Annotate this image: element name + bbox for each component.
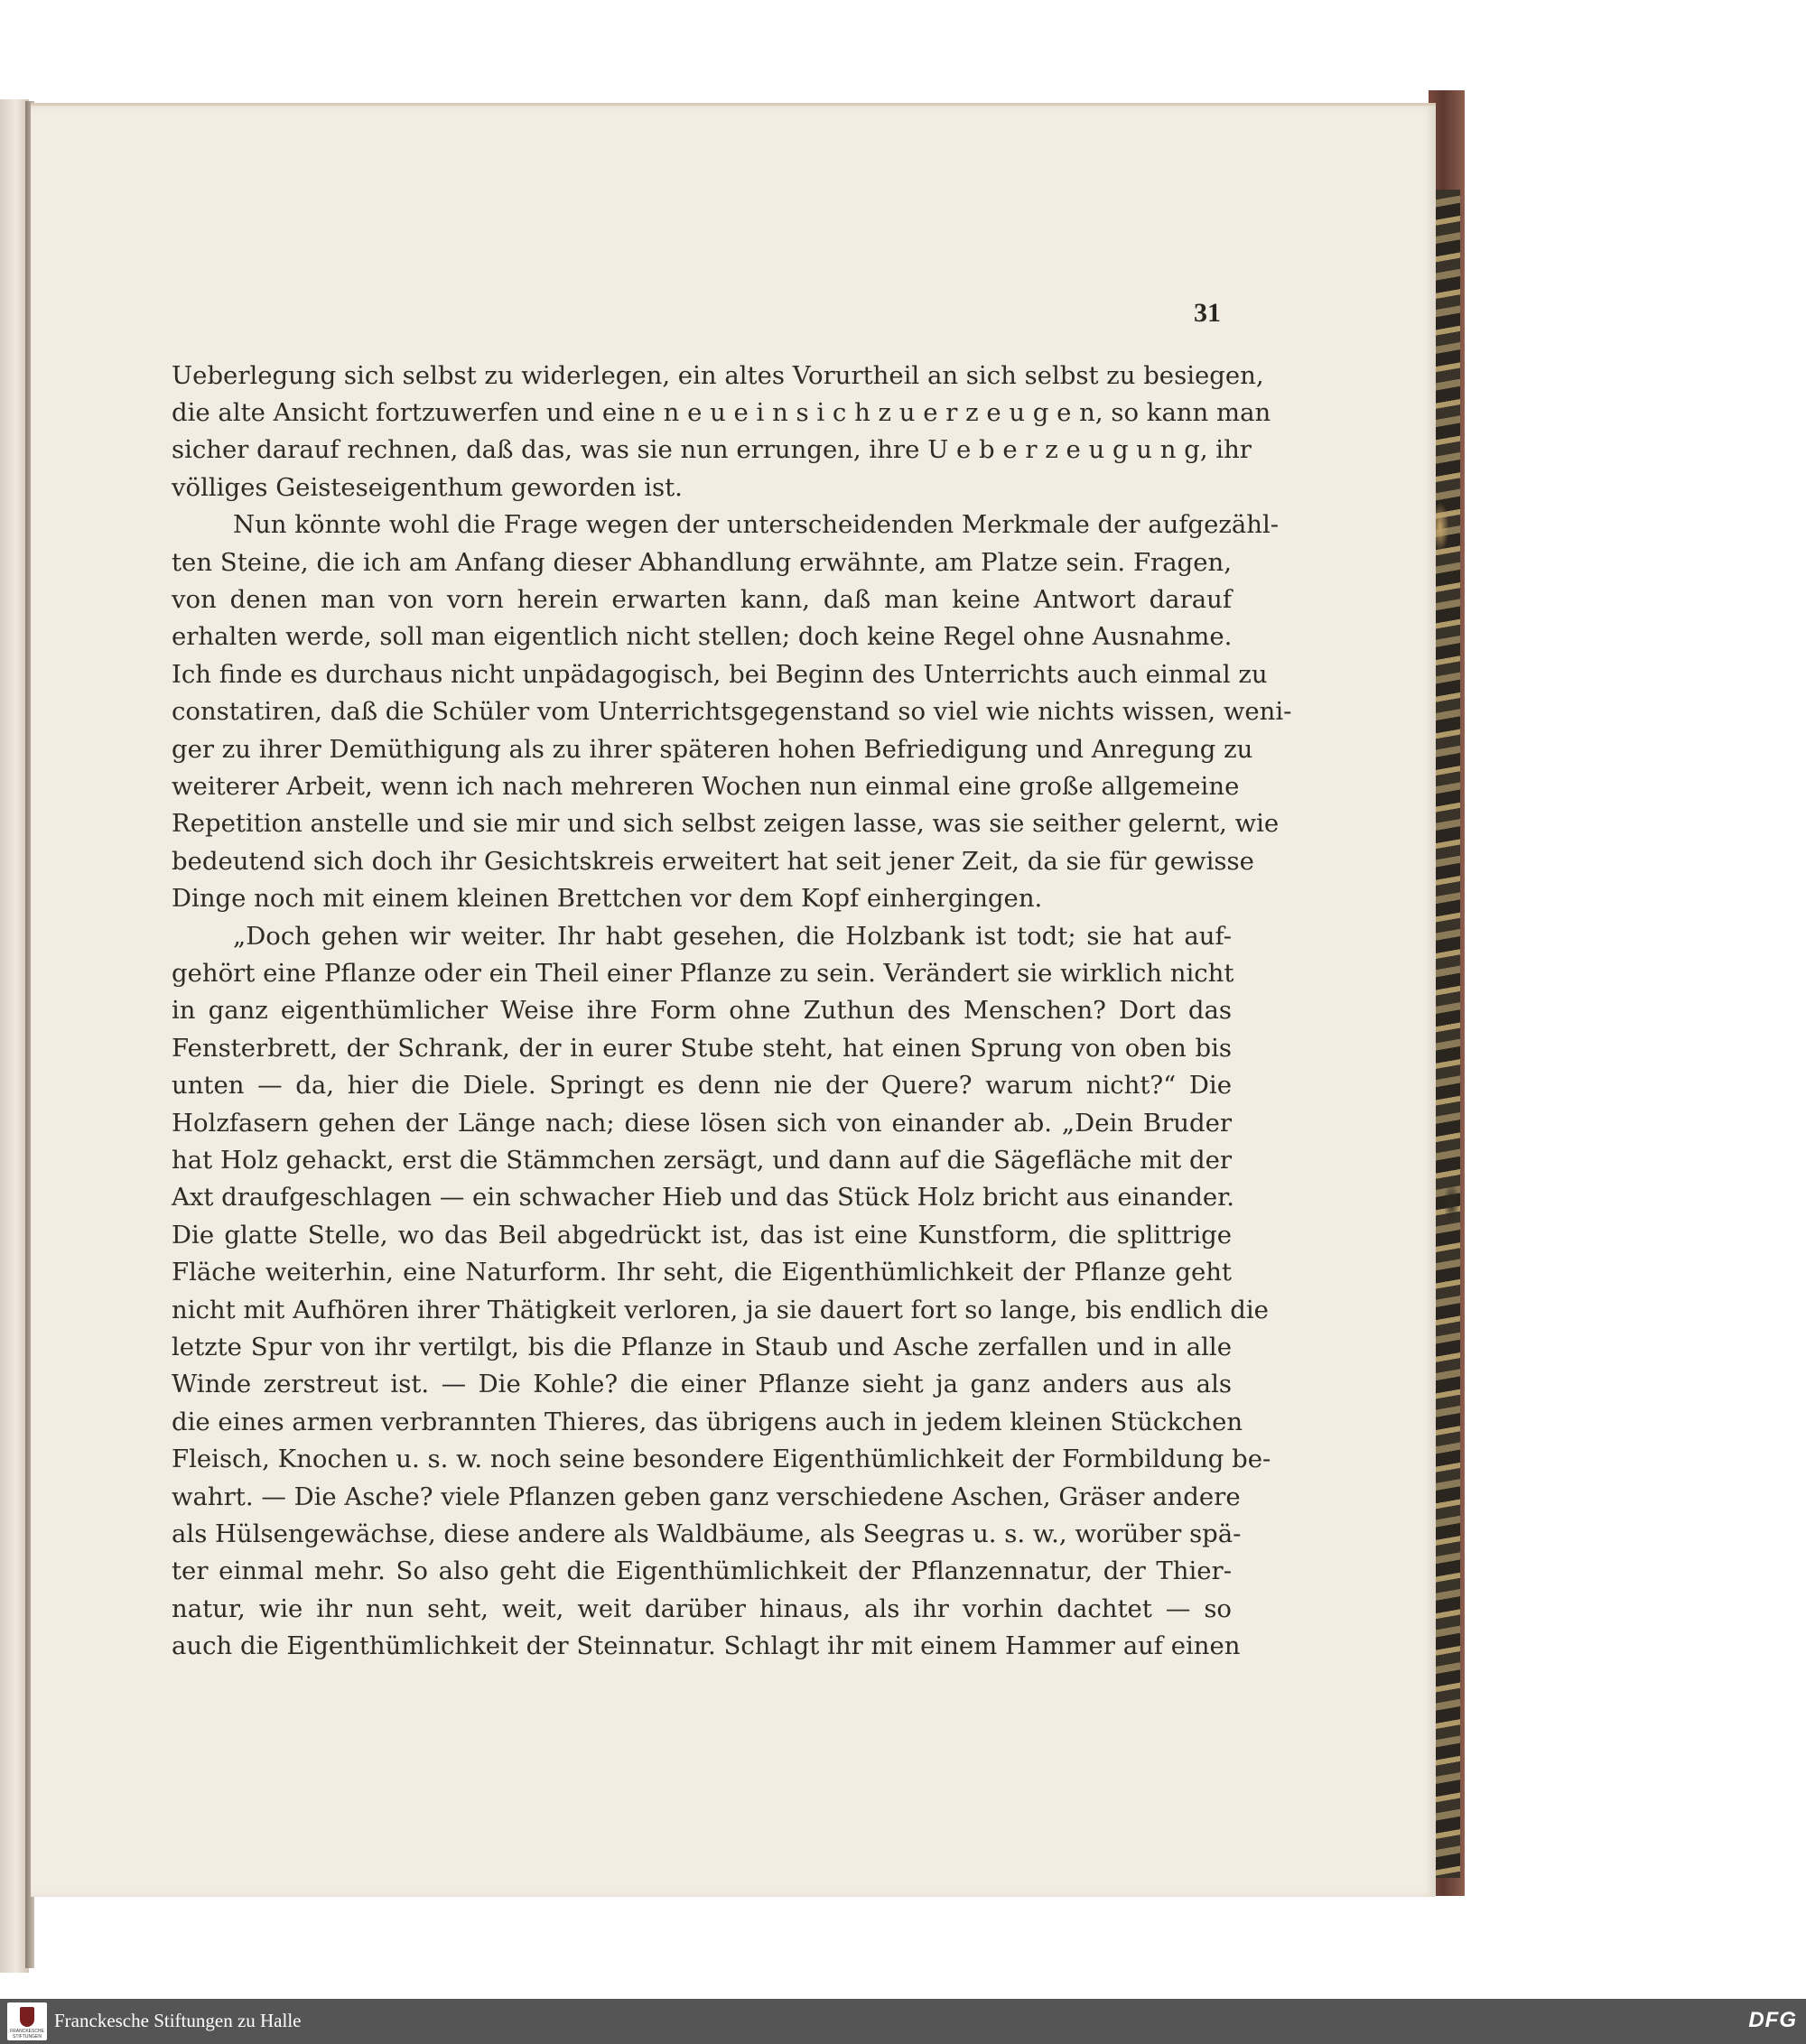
- text-line: Fensterbrett, der Schrank, der in eurer Stube steht, hat einen Sprung von oben bis: [172, 1034, 1232, 1063]
- logo-crest-icon: [20, 2007, 34, 2027]
- text-line: Dinge noch mit einem kleinen Brettchen vor dem Kopf einhergingen.: [172, 884, 1043, 913]
- text-line: constatiren, daß die Schüler vom Unterrichtsgegenstand so viel wie nichts wissen, weni-: [172, 697, 1292, 726]
- text-line: Fläche weiterhin, eine Naturform. Ihr seht, die Eigenthümlichkeit der Pflanze geht: [172, 1258, 1232, 1287]
- text-line: Fleisch, Knochen u. s. w. noch seine besondere Eigenthümlichkeit der Formbildung be-: [172, 1445, 1271, 1473]
- text-line: letzte Spur von ihr vertilgt, bis die Pflanze in Staub und Asche zerfallen und in alle: [172, 1333, 1232, 1361]
- text-line: weiterer Arbeit, wenn ich nach mehreren Wochen nun einmal eine große allgemeine: [172, 772, 1240, 801]
- text-line: natur, wie ihr nun seht, weit, weit darüber hinaus, als ihr vorhin dachtet — so: [172, 1594, 1232, 1623]
- text-line: gehört eine Pflanze oder ein Theil einer Pflanze zu sein. Verändert sie wirklich nicht: [172, 959, 1234, 988]
- viewer-footer-bar: [0, 1999, 1806, 2044]
- institution-name: Franckesche Stiftungen zu Halle: [54, 2010, 302, 2031]
- text-line: nicht mit Aufhören ihrer Thätigkeit verloren, ja sie dauert fort so lange, bis endlich die: [172, 1296, 1269, 1324]
- text-line: Holzfasern gehen der Länge nach; diese lösen sich von einander ab. „Dein Bruder: [172, 1109, 1232, 1138]
- text-line: Winde zerstreut ist. — Die Kohle? die einer Pflanze sieht ja ganz anders aus als: [172, 1370, 1232, 1398]
- text-line: als Hülsengewächse, diese andere als Waldbäume, als Seegras u. s. w., worüber spä-: [172, 1519, 1242, 1548]
- text-line: die alte Ansicht fortzuwerfen und eine n e u e i n s i c h z u e r z e u g e n, so kann man: [172, 398, 1271, 427]
- text-line: ten Steine, die ich am Anfang dieser Abhandlung erwähnte, am Platze sein. Fragen,: [172, 548, 1232, 577]
- text-line: bedeutend sich doch ihr Gesichtskreis erweitert hat seit jener Zeit, da sie für gewisse: [172, 847, 1254, 876]
- text-line: die eines armen verbrannten Thieres, das übrigens auch in jedem kleinen Stückchen: [172, 1408, 1243, 1436]
- text-line: Ueberlegung sich selbst zu widerlegen, ein altes Vorurtheil an sich selbst zu besiegen,: [172, 361, 1264, 390]
- text-line: sicher darauf rechnen, daß das, was sie nun errungen, ihre U e b e r z e u g u n g, ihr: [172, 435, 1252, 464]
- text-line: Nun könnte wohl die Frage wegen der unterscheidenden Merkmale der aufgezähl-: [233, 510, 1280, 539]
- text-line: Ich finde es durchaus nicht unpädagogisch, bei Beginn des Unterrichts auch einmal zu: [172, 660, 1268, 689]
- text-line: erhalten werde, soll man eigentlich nicht stellen; doch keine Regel ohne Ausnahme.: [172, 622, 1233, 651]
- text-line: völliges Geisteseigenthum geworden ist.: [172, 473, 683, 502]
- text-line: „Doch gehen wir weiter. Ihr habt gesehen, die Holzbank ist todt; sie hat auf-: [233, 922, 1232, 951]
- text-line: ger zu ihrer Demüthigung als zu ihrer späteren hohen Befriedigung und Anregung zu: [172, 735, 1253, 764]
- text-line: unten — da, hier die Diele. Springt es denn nie der Quere? warum nicht?“ Die: [172, 1071, 1232, 1100]
- institution-logo: [7, 2002, 47, 2040]
- text-line: von denen man von vorn herein erwarten kann, daß man keine Antwort darauf: [172, 585, 1232, 614]
- text-line: auch die Eigenthümlichkeit der Steinnatur. Schlagt ihr mit einem Hammer auf einen: [172, 1631, 1241, 1660]
- text-line: Repetition anstelle und sie mir und sich selbst zeigen lasse, was sie seither gelernt, wie: [172, 809, 1280, 838]
- dfg-logo: DFG: [1748, 2008, 1797, 2032]
- text-line: wahrt. — Die Asche? viele Pflanzen geben ganz verschiedene Aschen, Gräser andere: [172, 1482, 1241, 1511]
- text-line: Axt draufgeschlagen — ein schwacher Hieb und das Stück Holz bricht aus einander.: [172, 1183, 1235, 1212]
- text-line: hat Holz gehackt, erst die Stämmchen zersägt, und dann auf die Sägefläche mit der: [172, 1146, 1232, 1175]
- text-line: in ganz eigenthümlicher Weise ihre Form ohne Zuthun des Menschen? Dort das: [172, 996, 1232, 1025]
- text-line: Die glatte Stelle, wo das Beil abgedrückt ist, das ist eine Kunstform, die splittrige: [172, 1221, 1232, 1250]
- page-number: 31: [1194, 298, 1221, 328]
- logo-text: FRANCKESCHE STIFTUNGEN: [10, 2029, 44, 2039]
- text-line: ter einmal mehr. So also geht die Eigenthümlichkeit der Pflanzennatur, der Thier-: [172, 1556, 1232, 1585]
